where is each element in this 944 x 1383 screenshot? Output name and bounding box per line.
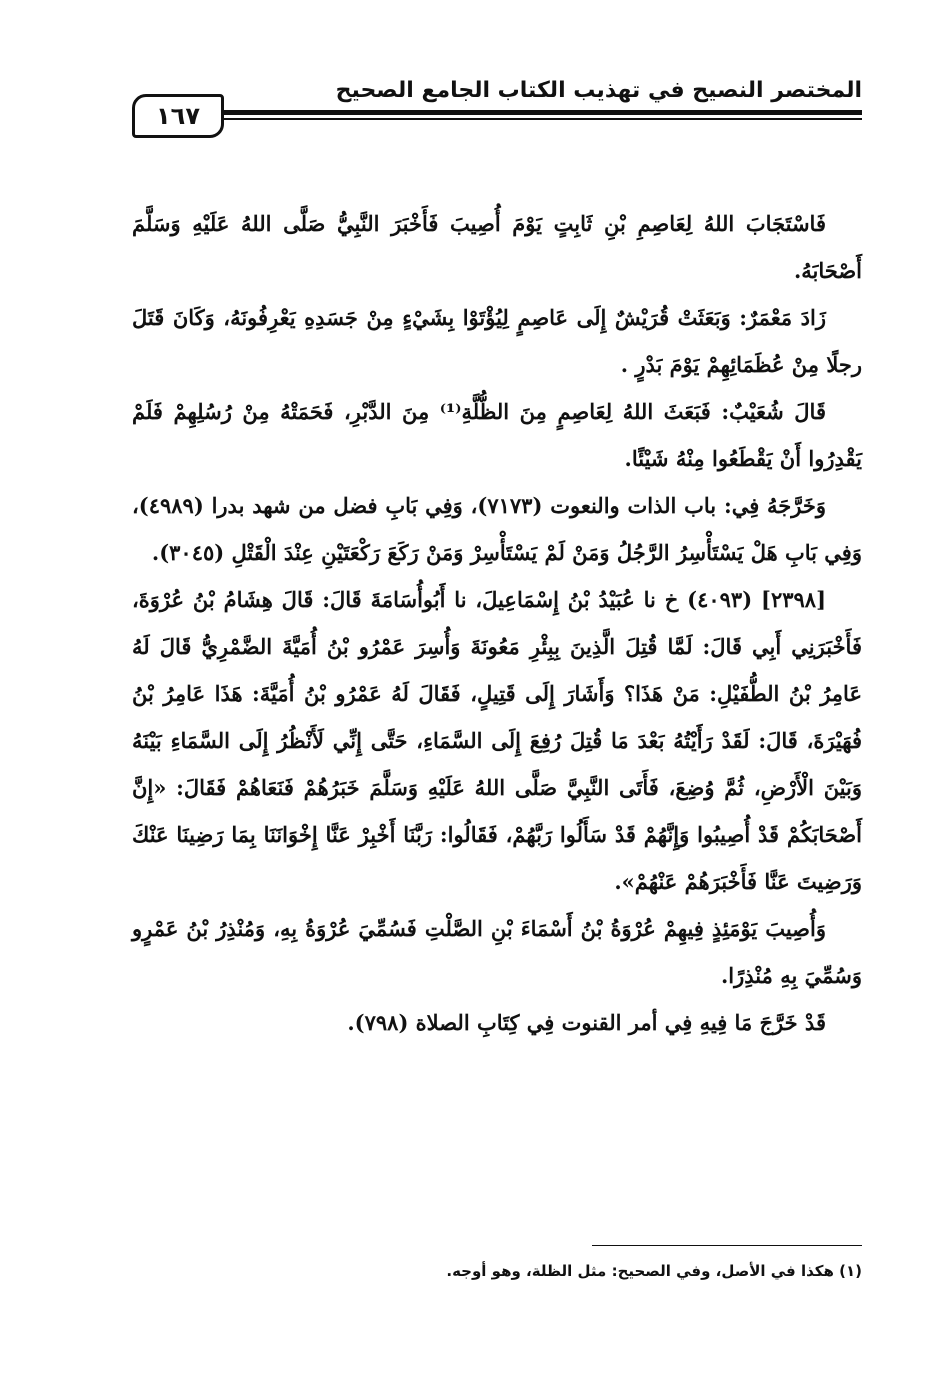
footnote-divider [592,1245,862,1246]
header-rule [224,110,862,115]
footnote: (١) هكذا في الأصل، وفي الصحيح: مثل الظلة، وهو أوجه. [446,1262,862,1280]
page-header [132,78,862,150]
paragraph: وَأُصِيبَ يَوْمَئِذٍ فِيهِمْ عُرْوَةُ بْنُ أَسْمَاءَ بْنِ الصَّلْتِ فَسُمِّيَ عُرْوَةُ بِهِ، وَمُنْذِرُ بْنُ عَمْرٍو وَسُمِّيَ بِهِ مُنْذِرًا. [132,916,862,988]
body-text [132,200,862,1046]
paragraph: قَالَ شُعَيْبٌ: فَبَعَثَ اللهُ لِعَاصِمٍ مِنَ الظُّلَّةِ⁽¹⁾ مِنَ الدَّبْرِ، فَحَمَتْهُ مِنْ رُسُلِهِمْ فَلَمْ يَقْدِرُوا أَنْ يَقْطَعُوا مِنْهُ شَيْئًا. [132,399,862,471]
page-number: ١٦٧ [132,94,224,138]
paragraph: [٢٣٩٨] (٤٠٩٣) خ نا عُبَيْدُ بْنُ إِسْمَاعِيلَ، نا أَبُوأُسَامَةَ قَالَ: قَالَ هِشَامُ بْنُ عُرْوَةَ، فَأَخْبَرَنِي أَبِي قَالَ: لَمَّا قُتِلَ الَّذِينَ بِبِئْرِ مَعُونَةَ وَأُسِرَ عَمْرُو بْنُ أُمَيَّةَ الضَّمْرِيُّ قَالَ لَهُ عَامِرُ بْنُ الطُّفَيْلِ: مَنْ هَذَا؟ وَأَشَارَ إِلَى قَتِيلٍ، فَقَالَ لَهُ عَمْرُو بْنُ أُمَيَّةَ: هَذَا عَامِرُ بْنُ فُهَيْرَةَ، قَالَ: لَقَدْ رَأَيْتُهُ بَعْدَ مَا قُتِلَ رُفِعَ إِلَى السَّمَاءِ، حَتَّى إِنِّي لَأَنْظُرُ إِلَى السَّمَاءِ بَيْنَهُ وَبَيْنَ الْأَرْضِ، ثُمَّ وُضِعَ، فَأَتَى النَّبِيَّ صَلَّى اللهُ عَلَيْهِ وَسَلَّمَ خَبَرُهُمْ فَنَعَاهُمْ فَقَالَ: «إِنَّ أَصْحَابَكُمْ قَدْ أُصِيبُوا وَإِنَّهُمْ قَدْ سَأَلُوا رَبَّهُمْ، فَقَالُوا: رَبَّنَا أَخْبِرْ عَنَّا إِخْوَانَنَا بِمَا رَضِينَا عَنْكَ وَرَضِيتَ عَنَّا فَأَخْبَرَهُمْ عَنْهُمْ». [132,587,863,894]
paragraph: وَخَرَّجَهُ فِي: باب الذات والنعوت (٧١٧٣)، وَفِي بَابِ فضل من شهد بدرا (٤٩٨٩)، وَفِي بَابِ هَلْ يَسْتَأْسِرُ الرَّجُلُ وَمَنْ لَمْ يَسْتَأْسِرْ وَمَنْ رَكَعَ رَكْعَتَيْنِ عِنْدَ الْقَتْلِ (٣٠٤٥). [132,493,862,565]
header-rule-thin [224,118,862,120]
paragraph: قَدْ خَرَّجَ مَا فِيهِ فِي أمر القنوت فِي كِتَابِ الصلاة (٧٩٨). [347,1010,826,1035]
paragraph: زَادَ مَعْمَرٌ: وَبَعَثَتْ قُرَيْشٌ إِلَى عَاصِمٍ لِيُؤْتَوْا بِشَيْءٍ مِنْ جَسَدِهِ يَعْرِفُونَهُ، وَكَانَ قَتَلَ رجلًا مِنْ عُظَمَائِهِمْ يَوْمَ بَدْرٍ . [132,305,862,377]
paragraph: فَاسْتَجَابَ اللهُ لِعَاصِمِ بْنِ ثَابِتٍ يَوْمَ أُصِيبَ فَأَخْبَرَ النَّبِيُّ صَلَّى اللهُ عَلَيْهِ وَسَلَّمَ أَصْحَابَهُ. [132,211,862,283]
book-title: المختصر النصيح في تهذيب الكتاب الجامع الصحيح [335,78,862,103]
